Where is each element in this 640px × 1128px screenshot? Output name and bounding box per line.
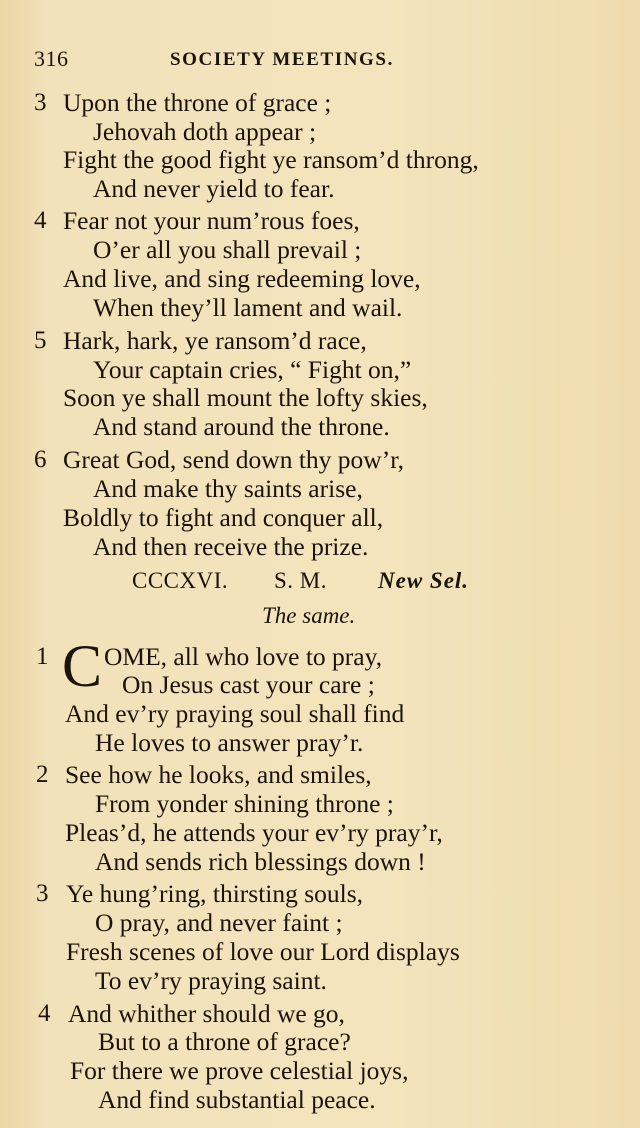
hymn-heading xyxy=(132,568,552,598)
verse-line: From yonder shining throne ; xyxy=(95,789,394,818)
stanza-number: 6 xyxy=(34,446,47,473)
page-number: 316 xyxy=(34,46,69,71)
verse-line: To ev’ry praying saint. xyxy=(95,966,327,995)
verse-line: O’er all you shall prevail ; xyxy=(93,235,362,264)
hymn-tune: New Sel. xyxy=(378,568,470,593)
verse-line: Pleas’d, he attends your ev’ry pray’r, xyxy=(65,818,443,847)
verse-line: And ev’ry praying soul shall find xyxy=(65,699,405,728)
hymn-meter: S. M. xyxy=(274,568,327,593)
verse-line: Fresh scenes of love our Lord displays xyxy=(66,937,460,966)
verse-line: And then receive the prize. xyxy=(93,532,369,561)
verse-line: And whither should we go, xyxy=(68,999,345,1028)
verse-line: Soon ye shall mount the lofty skies, xyxy=(63,383,428,412)
verse-line: He loves to answer pray’r. xyxy=(95,728,364,757)
drop-cap: C xyxy=(62,633,103,699)
verse-line: See how he looks, and smiles, xyxy=(65,760,372,789)
verse-line: And never yield to fear. xyxy=(93,174,335,203)
stanza-number: 5 xyxy=(34,327,47,354)
verse-line: For there we prove celestial joys, xyxy=(70,1056,409,1085)
verse-line: Upon the throne of grace ; xyxy=(63,88,332,117)
stanza-number: 4 xyxy=(38,1000,51,1027)
verse-line: And stand around the throne. xyxy=(93,412,390,441)
verse-line: Boldly to fight and conquer all, xyxy=(63,503,384,532)
hymn-number: CCCXVI. xyxy=(132,568,229,593)
verse-line: Jehovah doth appear ; xyxy=(93,117,317,146)
stanza-number: 4 xyxy=(34,207,47,234)
verse-line: Fight the good fight ye ransom’d throng, xyxy=(63,145,479,174)
stanza-number: 1 xyxy=(36,643,49,670)
verse-line: And make thy saints arise, xyxy=(93,474,363,503)
verse-line: Hark, hark, ye ransom’d race, xyxy=(63,326,367,355)
verse-line: Ye hung’ring, thirsting souls, xyxy=(66,879,364,908)
stanza-number: 2 xyxy=(36,761,49,788)
stanza-number: 3 xyxy=(36,880,49,907)
hymn-subtitle: The same. xyxy=(262,603,356,628)
verse-line: OME, all who love to pray, xyxy=(104,642,383,671)
verse-line: But to a throne of grace? xyxy=(98,1027,351,1056)
verse-line: Your captain cries, “ Fight on,” xyxy=(93,355,412,384)
verse-line: On Jesus cast your care ; xyxy=(122,670,375,699)
verse-line: When they’ll lament and wail. xyxy=(93,293,403,322)
verse-line: And find substantial peace. xyxy=(98,1085,376,1114)
stanza-number: 3 xyxy=(34,89,47,116)
verse-line: O pray, and never faint ; xyxy=(95,908,343,937)
page-header xyxy=(34,46,594,76)
running-head: SOCIETY MEETINGS. xyxy=(170,49,394,70)
verse-line: And live, and sing redeeming love, xyxy=(63,264,421,293)
verse-line: Fear not your num’rous foes, xyxy=(63,206,360,235)
verse-line: Great God, send down thy pow’r, xyxy=(63,445,405,474)
verse-line: And sends rich blessings down ! xyxy=(95,847,426,876)
